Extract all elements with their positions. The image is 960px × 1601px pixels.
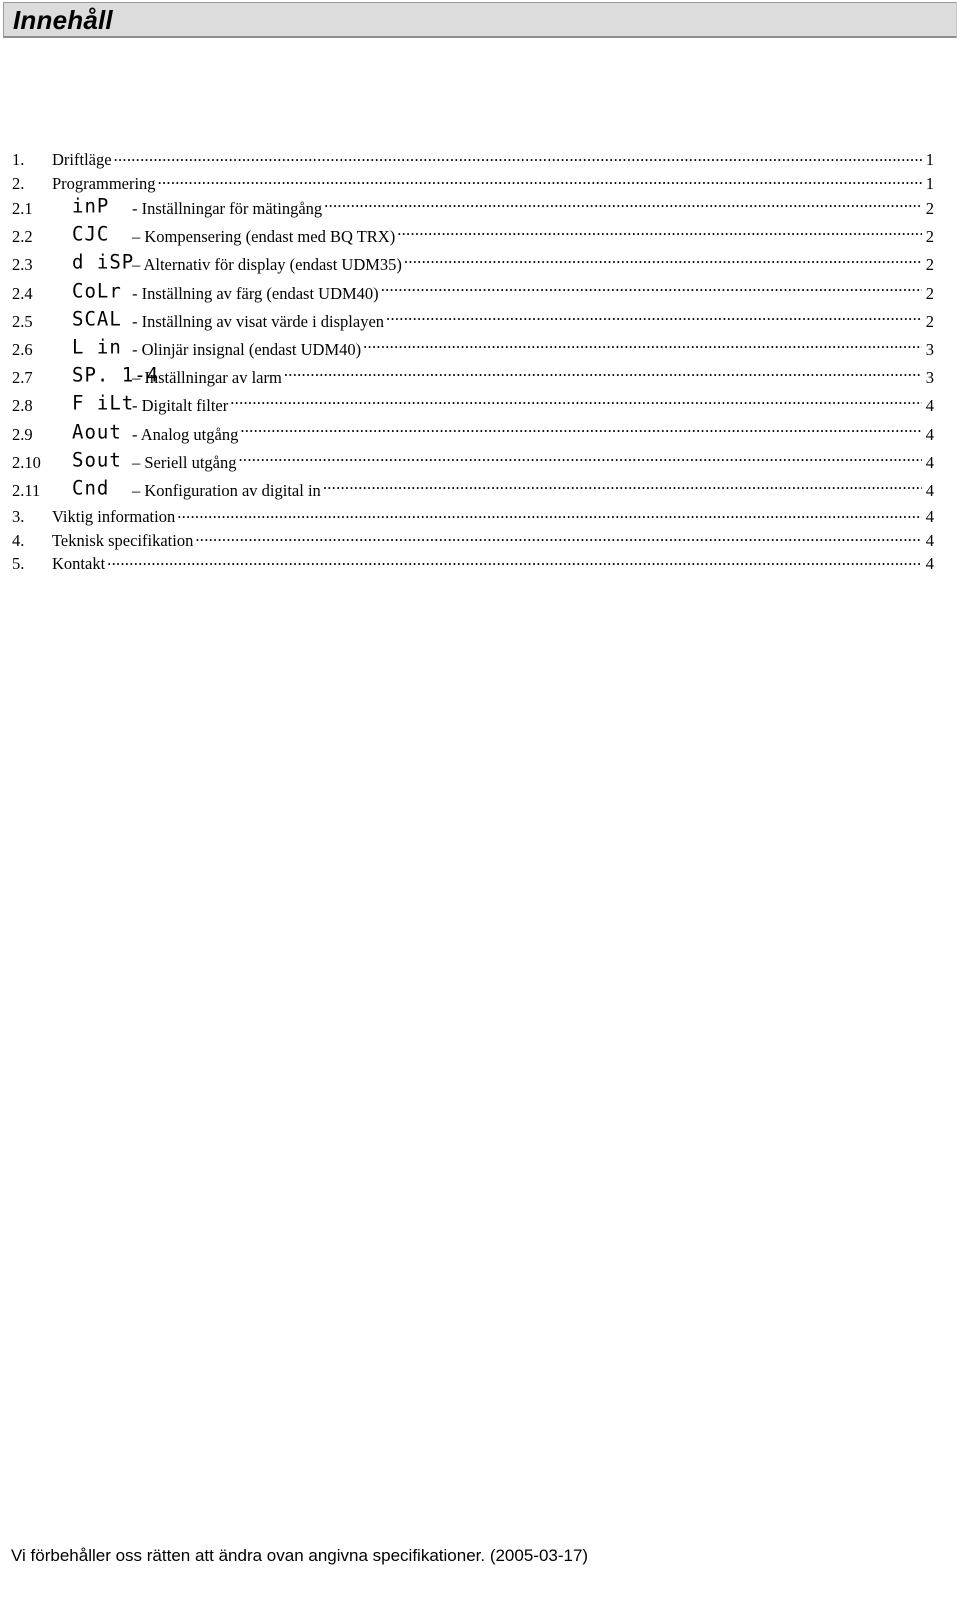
toc-entry-number: 2.10: [12, 452, 41, 472]
toc-entry-number: 2.8: [12, 396, 33, 416]
toc-dot-leader: [397, 226, 922, 243]
toc-entry-title: Programmering: [52, 173, 156, 193]
table-of-contents: [12, 148, 934, 576]
toc-entry-display-code: d iSP: [72, 250, 135, 274]
toc-entry-display-code: Aout: [72, 420, 122, 444]
toc-entry-number: 2.6: [12, 340, 33, 360]
toc-entry-number: 2.11: [12, 481, 41, 501]
toc-entry-page-number: 4: [925, 481, 934, 501]
toc-entry-title: – Kompensering (endast med BQ TRX): [132, 227, 396, 247]
toc-entry-page-number: 4: [925, 554, 934, 574]
toc-dot-leader: [323, 480, 922, 497]
toc-entry-page-number: 2: [925, 311, 934, 331]
toc-entry-number: 2.7: [12, 368, 33, 388]
toc-entry[interactable]: [12, 364, 934, 392]
toc-dot-leader: [230, 395, 922, 412]
toc-dot-leader: [324, 198, 922, 215]
toc-entry-page-number: 4: [925, 424, 934, 444]
toc-dot-leader: [177, 506, 922, 523]
toc-entry-page-number: 3: [925, 368, 934, 388]
toc-entry-number: 1.: [12, 150, 25, 169]
toc-entry[interactable]: [12, 195, 934, 223]
toc-entry[interactable]: [12, 336, 934, 364]
footer-disclaimer: Vi förbehåller oss rätten att ändra ovan angivna specifikationer. (2005-03-17): [11, 1546, 589, 1565]
toc-entry-display-code: Sout: [72, 448, 122, 472]
toc-entry-page-number: 2: [925, 283, 934, 303]
toc-dot-leader: [363, 339, 922, 356]
toc-entry-title: - Olinjär insignal (endast UDM40): [132, 340, 362, 360]
toc-entry-title: - Digitalt filter: [132, 396, 229, 416]
toc-entry-title: – Alternativ för display (endast UDM35): [132, 255, 402, 275]
toc-entry-title: Driftläge: [52, 150, 112, 169]
toc-entry-page-number: 3: [925, 340, 934, 360]
toc-dot-leader: [381, 282, 922, 299]
toc-entry[interactable]: [12, 529, 934, 553]
toc-entry[interactable]: [12, 223, 934, 251]
toc-entry-display-code: F iLt: [72, 391, 135, 415]
toc-entry-number: 5.: [12, 554, 25, 574]
toc-entry-number: 2.9: [12, 424, 33, 444]
toc-entry[interactable]: [12, 172, 934, 196]
toc-entry-page-number: 1: [925, 150, 934, 169]
toc-entry-number: 2.5: [12, 311, 33, 331]
toc-entry-page-number: 2: [925, 227, 934, 247]
toc-entry[interactable]: [12, 449, 934, 477]
toc-entry-number: 2.1: [12, 199, 33, 218]
toc-entry-display-code: inP: [72, 194, 110, 218]
toc-dot-leader: [240, 423, 922, 440]
toc-entry-number: 2.2: [12, 227, 33, 247]
toc-entry-title: - Inställningar för mätingång: [132, 199, 323, 218]
toc-entry-page-number: 4: [925, 530, 934, 550]
toc-entry-number: 4.: [12, 530, 25, 550]
toc-entry-number: 2.: [12, 173, 25, 193]
toc-entry-title: - Inställning av färg (endast UDM40): [132, 283, 379, 303]
toc-dot-leader: [158, 172, 922, 189]
toc-entry[interactable]: [12, 392, 934, 420]
toc-entry-page-number: 4: [925, 452, 934, 472]
toc-entry-display-code: CJC: [72, 222, 110, 246]
toc-entry-title: – Seriell utgång: [132, 452, 237, 472]
toc-dot-leader: [386, 310, 922, 327]
toc-dot-leader: [107, 553, 922, 570]
toc-entry-display-code: SP. 1-4: [72, 363, 160, 387]
toc-entry-title: – Konfiguration av digital in: [132, 481, 321, 501]
toc-dot-leader: [114, 149, 922, 166]
toc-entry[interactable]: [12, 308, 934, 336]
toc-entry[interactable]: [12, 552, 934, 576]
toc-entry-display-code: SCAL: [72, 307, 122, 331]
toc-entry-page-number: 1: [925, 173, 934, 193]
toc-entry-title: Kontakt: [52, 554, 106, 574]
toc-dot-leader: [238, 451, 922, 468]
toc-entry-title: Teknisk specifikation: [52, 530, 194, 550]
toc-entry-number: 2.4: [12, 283, 33, 303]
toc-dot-leader: [195, 529, 922, 546]
toc-entry-number: 3.: [12, 507, 25, 527]
toc-entry-display-code: Cnd: [72, 476, 110, 500]
toc-entry-title: - Analog utgång: [132, 424, 239, 444]
toc-entry-page-number: 4: [925, 507, 934, 527]
toc-entry-display-code: L in: [72, 335, 122, 359]
toc-entry-title: – Inställningar av larm: [132, 368, 282, 388]
toc-entry[interactable]: [12, 477, 934, 505]
toc-dot-leader: [284, 367, 922, 384]
toc-entry-display-code: CoLr: [72, 279, 122, 303]
toc-entry-title: Viktig information: [52, 507, 176, 527]
toc-entry[interactable]: [12, 421, 934, 449]
toc-entry[interactable]: [12, 251, 934, 279]
heading-bar: [3, 2, 957, 38]
toc-entry-page-number: 2: [925, 255, 934, 275]
toc-entry-page-number: 2: [925, 199, 934, 218]
toc-entry[interactable]: [12, 148, 934, 172]
toc-entry-title: - Inställning av visat värde i displayen: [132, 311, 385, 331]
toc-entry[interactable]: [12, 505, 934, 529]
toc-entry-number: 2.3: [12, 255, 33, 275]
page-title: Innehåll: [13, 5, 113, 35]
toc-dot-leader: [404, 254, 922, 271]
toc-entry-page-number: 4: [925, 396, 934, 416]
toc-entry[interactable]: [12, 280, 934, 308]
